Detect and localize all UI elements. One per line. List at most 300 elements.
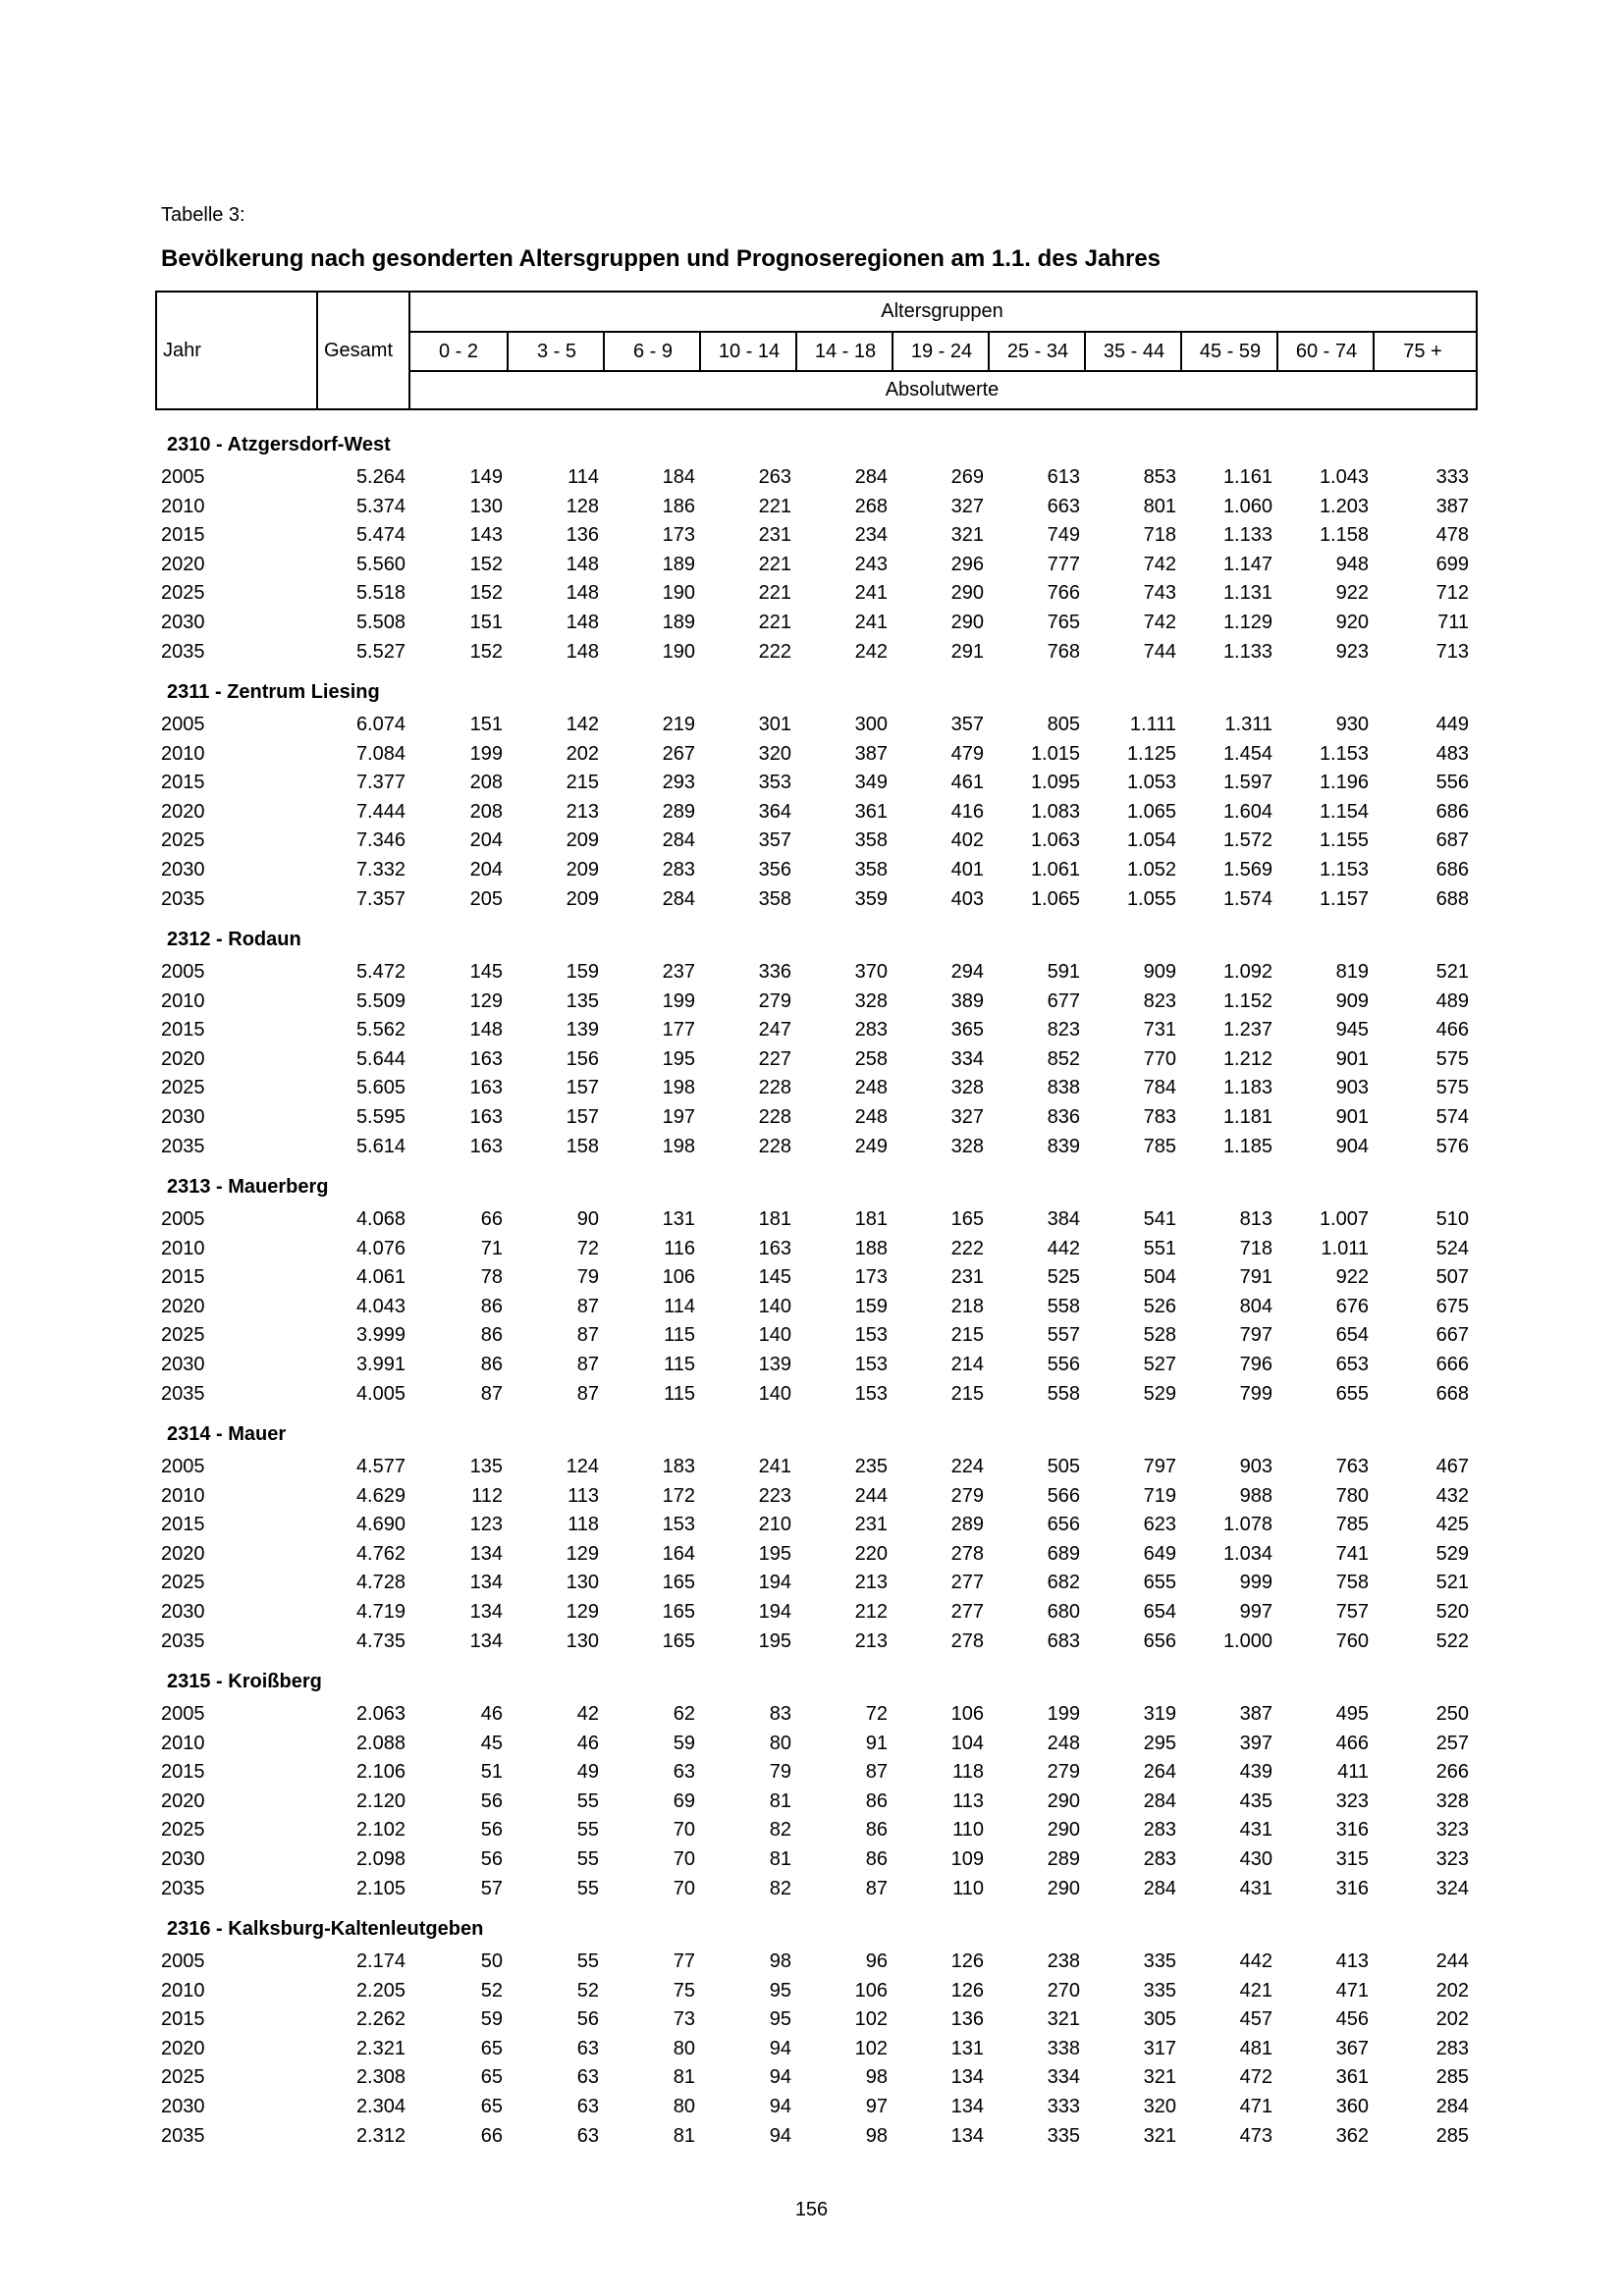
value-cell: 79: [769, 1761, 791, 1784]
value-cell: 457: [1239, 2008, 1272, 2031]
value-cell: 284: [662, 887, 695, 910]
value-cell: 90: [576, 1208, 599, 1230]
table-row: [0, 958, 1623, 988]
value-cell: 267: [662, 742, 695, 765]
value-cell: 349: [854, 772, 888, 794]
value-cell: 1.181: [1222, 1105, 1272, 1128]
value-cell: 575: [1435, 1047, 1469, 1070]
value-cell: 556: [1435, 772, 1469, 794]
value-cell: 574: [1435, 1105, 1469, 1128]
value-cell: 177: [662, 1019, 695, 1041]
value-cell: 689: [1047, 1542, 1080, 1565]
header-jahr: Jahr: [163, 340, 201, 361]
value-cell: 529: [1435, 1542, 1469, 1565]
value-cell: 129: [566, 1600, 599, 1623]
value-cell: 153: [854, 1353, 888, 1375]
header-age-group: 35 - 44: [1103, 341, 1165, 362]
value-cell: 1.052: [1126, 858, 1176, 881]
value-cell: 1.011: [1321, 1237, 1369, 1259]
region-block: [0, 1914, 1623, 2162]
value-cell: 613: [1047, 466, 1080, 488]
value-cell: 87: [576, 1382, 599, 1405]
value-cell: 333: [1047, 2095, 1080, 2117]
value-cell: 136: [950, 2008, 984, 2031]
value-cell: 655: [1335, 1382, 1369, 1405]
gesamt-cell: 6.074: [355, 714, 406, 735]
value-cell: 153: [854, 1382, 888, 1405]
value-cell: 214: [950, 1353, 984, 1375]
year-cell: 2035: [161, 887, 205, 910]
gesamt-cell: 4.068: [355, 1208, 406, 1230]
value-cell: 209: [566, 887, 599, 910]
year-cell: 2010: [161, 742, 205, 765]
value-cell: 181: [758, 1208, 791, 1230]
year-cell: 2020: [161, 1789, 205, 1812]
value-cell: 804: [1239, 1295, 1272, 1317]
value-cell: 362: [1335, 2124, 1369, 2147]
value-cell: 63: [576, 2066, 599, 2089]
value-cell: 576: [1435, 1135, 1469, 1157]
year-cell: 2035: [161, 1877, 205, 1899]
table-row: [0, 1205, 1623, 1235]
value-cell: 389: [950, 989, 984, 1012]
value-cell: 923: [1335, 640, 1369, 663]
gesamt-cell: 4.629: [355, 1484, 406, 1507]
year-cell: 2020: [161, 2037, 205, 2059]
year-cell: 2010: [161, 1979, 205, 2002]
value-cell: 71: [480, 1237, 503, 1259]
value-cell: 466: [1435, 1019, 1469, 1041]
gesamt-cell: 3.991: [355, 1353, 406, 1375]
value-cell: 667: [1435, 1324, 1469, 1347]
gesamt-cell: 7.332: [355, 858, 406, 881]
gesamt-cell: 7.444: [355, 800, 406, 823]
value-cell: 94: [769, 2124, 791, 2147]
value-cell: 159: [566, 961, 599, 983]
value-cell: 78: [480, 1266, 503, 1289]
value-cell: 358: [758, 887, 791, 910]
header-age-group: 14 - 18: [814, 341, 877, 362]
value-cell: 319: [1143, 1703, 1176, 1725]
value-cell: 173: [854, 1266, 888, 1289]
gesamt-cell: 2.308: [355, 2066, 406, 2089]
value-cell: 163: [469, 1105, 503, 1128]
value-cell: 654: [1143, 1600, 1176, 1623]
value-cell: 250: [1435, 1703, 1469, 1725]
value-cell: 413: [1335, 1950, 1369, 1972]
table-row: [0, 1453, 1623, 1482]
value-cell: 442: [1239, 1950, 1272, 1972]
value-cell: 471: [1239, 2095, 1272, 2117]
table-row: [0, 856, 1623, 885]
table-row: [0, 1293, 1623, 1322]
value-cell: 110: [952, 1877, 984, 1899]
value-cell: 112: [471, 1484, 503, 1507]
value-cell: 244: [1435, 1950, 1469, 1972]
header-age-group: 19 - 24: [910, 341, 973, 362]
value-cell: 163: [469, 1135, 503, 1157]
value-cell: 199: [662, 989, 695, 1012]
value-cell: 135: [469, 1456, 503, 1477]
value-cell: 172: [662, 1484, 695, 1507]
value-cell: 675: [1435, 1295, 1469, 1317]
value-cell: 358: [854, 858, 888, 881]
year-cell: 2030: [161, 2095, 205, 2117]
value-cell: 320: [1143, 2095, 1176, 2117]
value-cell: 719: [1143, 1484, 1176, 1507]
value-cell: 1.454: [1222, 742, 1272, 765]
value-cell: 136: [566, 524, 599, 547]
value-cell: 903: [1335, 1077, 1369, 1099]
value-cell: 336: [758, 961, 791, 983]
value-cell: 128: [566, 495, 599, 517]
value-cell: 152: [469, 553, 503, 575]
value-cell: 1.604: [1222, 800, 1272, 823]
value-cell: 1.196: [1319, 772, 1369, 794]
value-cell: 743: [1143, 582, 1176, 605]
value-cell: 551: [1143, 1237, 1176, 1259]
table-row: [0, 988, 1623, 1017]
value-cell: 284: [854, 466, 888, 488]
gesamt-cell: 2.205: [355, 1979, 406, 2002]
value-cell: 361: [1335, 2066, 1369, 2089]
value-cell: 94: [769, 2037, 791, 2059]
value-cell: 284: [1435, 2095, 1469, 2117]
value-cell: 87: [480, 1382, 503, 1405]
value-cell: 456: [1335, 2008, 1369, 2031]
value-cell: 472: [1239, 2066, 1272, 2089]
value-cell: 328: [1435, 1789, 1469, 1812]
value-cell: 241: [854, 582, 888, 605]
value-cell: 65: [480, 2037, 503, 2059]
value-cell: 115: [664, 1382, 695, 1405]
value-cell: 165: [950, 1208, 984, 1230]
value-cell: 152: [469, 582, 503, 605]
value-cell: 1.092: [1222, 961, 1272, 983]
value-cell: 218: [950, 1295, 984, 1317]
value-cell: 402: [950, 829, 984, 852]
value-cell: 73: [673, 2008, 695, 2031]
value-cell: 757: [1335, 1600, 1369, 1623]
table-row: [0, 1103, 1623, 1133]
table-row: [0, 1700, 1623, 1730]
value-cell: 96: [865, 1950, 888, 1972]
value-cell: 258: [854, 1047, 888, 1070]
value-cell: 335: [1047, 2124, 1080, 2147]
value-cell: 432: [1435, 1484, 1469, 1507]
value-cell: 279: [950, 1484, 984, 1507]
value-cell: 209: [566, 829, 599, 852]
value-cell: 204: [469, 829, 503, 852]
value-cell: 220: [854, 1542, 888, 1565]
value-cell: 791: [1239, 1266, 1272, 1289]
value-cell: 129: [469, 989, 503, 1012]
value-cell: 320: [758, 742, 791, 765]
value-cell: 82: [769, 1819, 791, 1842]
value-cell: 439: [1239, 1761, 1272, 1784]
value-cell: 328: [854, 989, 888, 1012]
value-cell: 335: [1143, 1979, 1176, 2002]
value-cell: 289: [950, 1514, 984, 1536]
gesamt-cell: 2.262: [355, 2008, 406, 2031]
value-cell: 316: [1335, 1877, 1369, 1899]
value-cell: 55: [576, 1789, 599, 1812]
value-cell: 758: [1335, 1572, 1369, 1594]
value-cell: 257: [1435, 1732, 1469, 1754]
value-cell: 70: [673, 1819, 695, 1842]
value-cell: 1.063: [1030, 829, 1080, 852]
table-body: [0, 430, 1623, 2162]
value-cell: 56: [480, 1847, 503, 1870]
value-cell: 421: [1239, 1979, 1272, 2002]
value-cell: 823: [1047, 1019, 1080, 1041]
table-row: [0, 1511, 1623, 1540]
gesamt-cell: 4.061: [355, 1266, 406, 1289]
value-cell: 529: [1143, 1382, 1176, 1405]
year-cell: 2015: [161, 772, 205, 794]
value-cell: 922: [1335, 1266, 1369, 1289]
value-cell: 930: [1335, 714, 1369, 735]
header-age-group: 10 - 14: [718, 341, 781, 362]
value-cell: 1.161: [1222, 466, 1272, 488]
value-cell: 1.152: [1222, 989, 1272, 1012]
value-cell: 467: [1435, 1456, 1469, 1477]
page-number: 156: [794, 2199, 829, 2220]
table-row: [0, 1816, 1623, 1845]
value-cell: 42: [576, 1703, 599, 1725]
value-cell: 489: [1435, 989, 1469, 1012]
value-cell: 204: [469, 858, 503, 881]
value-cell: 235: [854, 1456, 888, 1477]
value-cell: 124: [566, 1456, 599, 1477]
value-cell: 358: [854, 829, 888, 852]
region-block: [0, 677, 1623, 925]
value-cell: 321: [950, 524, 984, 547]
value-cell: 766: [1047, 582, 1080, 605]
table-row: [0, 579, 1623, 609]
table-row: [0, 1875, 1623, 1904]
value-cell: 210: [758, 1514, 791, 1536]
value-cell: 338: [1047, 2037, 1080, 2059]
value-cell: 526: [1143, 1295, 1176, 1317]
value-cell: 507: [1435, 1266, 1469, 1289]
value-cell: 198: [662, 1135, 695, 1157]
value-cell: 95: [769, 1979, 791, 2002]
value-cell: 1.147: [1222, 553, 1272, 575]
year-cell: 2005: [161, 466, 205, 488]
value-cell: 558: [1047, 1382, 1080, 1405]
value-cell: 148: [566, 611, 599, 633]
value-cell: 134: [950, 2124, 984, 2147]
table-row: [0, 1628, 1623, 1657]
value-cell: 1.054: [1126, 829, 1176, 852]
table-row: [0, 740, 1623, 770]
value-cell: 283: [1143, 1847, 1176, 1870]
header-age-group: 25 - 34: [1006, 341, 1069, 362]
value-cell: 66: [480, 1208, 503, 1230]
value-cell: 1.133: [1222, 524, 1272, 547]
value-cell: 656: [1047, 1514, 1080, 1536]
value-cell: 263: [758, 466, 791, 488]
value-cell: 686: [1435, 800, 1469, 823]
value-cell: 80: [769, 1732, 791, 1754]
gesamt-cell: 5.374: [355, 495, 406, 517]
value-cell: 284: [1143, 1789, 1176, 1812]
value-cell: 557: [1047, 1324, 1080, 1347]
value-cell: 1.034: [1222, 1542, 1272, 1565]
value-cell: 904: [1335, 1135, 1369, 1157]
value-cell: 165: [662, 1600, 695, 1623]
region-title: 2312 - Rodaun: [167, 929, 301, 950]
year-cell: 2015: [161, 1019, 205, 1041]
value-cell: 1.154: [1319, 800, 1369, 823]
value-cell: 1.053: [1126, 772, 1176, 794]
value-cell: 478: [1435, 524, 1469, 547]
value-cell: 327: [950, 495, 984, 517]
value-cell: 785: [1335, 1514, 1369, 1536]
value-cell: 231: [854, 1514, 888, 1536]
value-cell: 269: [950, 466, 984, 488]
value-cell: 278: [950, 1542, 984, 1565]
value-cell: 264: [1143, 1761, 1176, 1784]
value-cell: 283: [1435, 2037, 1469, 2059]
value-cell: 819: [1335, 961, 1369, 983]
value-cell: 291: [950, 640, 984, 663]
value-cell: 290: [1047, 1789, 1080, 1812]
value-cell: 98: [769, 1950, 791, 1972]
value-cell: 56: [480, 1789, 503, 1812]
table-row: [0, 2093, 1623, 2122]
table-row: [0, 1263, 1623, 1293]
value-cell: 106: [854, 1979, 888, 2002]
value-cell: 209: [566, 858, 599, 881]
value-cell: 742: [1143, 611, 1176, 633]
value-cell: 1.185: [1222, 1135, 1272, 1157]
value-cell: 244: [854, 1484, 888, 1507]
value-cell: 683: [1047, 1629, 1080, 1652]
value-cell: 97: [865, 2095, 888, 2117]
value-cell: 711: [1437, 611, 1469, 633]
year-cell: 2025: [161, 2066, 205, 2089]
value-cell: 357: [758, 829, 791, 852]
value-cell: 221: [758, 495, 791, 517]
value-cell: 72: [576, 1237, 599, 1259]
year-cell: 2030: [161, 611, 205, 633]
value-cell: 228: [758, 1105, 791, 1128]
value-cell: 521: [1435, 1572, 1469, 1594]
gesamt-cell: 2.102: [355, 1819, 406, 1842]
value-cell: 56: [480, 1819, 503, 1842]
value-cell: 106: [950, 1703, 984, 1725]
value-cell: 70: [673, 1847, 695, 1870]
value-cell: 148: [566, 582, 599, 605]
value-cell: 195: [758, 1629, 791, 1652]
value-cell: 713: [1435, 640, 1469, 663]
year-cell: 2005: [161, 961, 205, 983]
value-cell: 46: [576, 1732, 599, 1754]
table-row: [0, 1540, 1623, 1570]
value-cell: 1.111: [1129, 714, 1176, 735]
value-cell: 163: [469, 1047, 503, 1070]
value-cell: 134: [469, 1600, 503, 1623]
page-title: Bevölkerung nach gesonderten Altersgruppen und Prognoseregionen am 1.1. des Jahres: [161, 245, 1162, 272]
value-cell: 199: [1047, 1703, 1080, 1725]
value-cell: 315: [1335, 1847, 1369, 1870]
table-row: [0, 827, 1623, 856]
year-cell: 2005: [161, 1950, 205, 1972]
value-cell: 149: [469, 466, 503, 488]
table-row: [0, 493, 1623, 522]
value-cell: 797: [1239, 1324, 1272, 1347]
value-cell: 49: [576, 1761, 599, 1784]
year-cell: 2030: [161, 1847, 205, 1870]
value-cell: 813: [1239, 1208, 1272, 1230]
value-cell: 237: [662, 961, 695, 983]
value-cell: 324: [1435, 1877, 1469, 1899]
value-cell: 357: [950, 714, 984, 735]
value-cell: 541: [1143, 1208, 1176, 1230]
value-cell: 1.311: [1224, 714, 1272, 735]
value-cell: 190: [662, 640, 695, 663]
value-cell: 145: [758, 1266, 791, 1289]
gesamt-cell: 7.346: [355, 829, 406, 852]
value-cell: 86: [865, 1819, 888, 1842]
value-cell: 718: [1143, 524, 1176, 547]
value-cell: 838: [1047, 1077, 1080, 1099]
value-cell: 123: [469, 1514, 503, 1536]
header-absolutwerte: Absolutwerte: [885, 379, 1000, 400]
value-cell: 134: [469, 1572, 503, 1594]
gesamt-cell: 4.735: [355, 1629, 406, 1652]
value-cell: 744: [1143, 640, 1176, 663]
value-cell: 163: [469, 1077, 503, 1099]
value-cell: 799: [1239, 1382, 1272, 1405]
value-cell: 189: [662, 611, 695, 633]
table-row: [0, 711, 1623, 740]
value-cell: 86: [480, 1295, 503, 1317]
value-cell: 228: [758, 1135, 791, 1157]
gesamt-cell: 3.999: [355, 1324, 406, 1347]
value-cell: 334: [1047, 2066, 1080, 2089]
value-cell: 430: [1239, 1847, 1272, 1870]
value-cell: 284: [1143, 1877, 1176, 1899]
value-cell: 114: [568, 466, 599, 488]
value-cell: 157: [566, 1105, 599, 1128]
value-cell: 126: [950, 1979, 984, 2002]
value-cell: 1.060: [1222, 495, 1272, 517]
value-cell: 483: [1435, 742, 1469, 765]
value-cell: 50: [480, 1950, 503, 1972]
value-cell: 1.043: [1319, 466, 1369, 488]
year-cell: 2030: [161, 1600, 205, 1623]
value-cell: 290: [950, 611, 984, 633]
value-cell: 909: [1143, 961, 1176, 983]
value-cell: 59: [480, 2008, 503, 2031]
value-cell: 504: [1143, 1266, 1176, 1289]
value-cell: 114: [664, 1295, 695, 1317]
value-cell: 656: [1143, 1629, 1176, 1652]
value-cell: 130: [469, 495, 503, 517]
value-cell: 266: [1435, 1761, 1469, 1784]
value-cell: 81: [769, 1847, 791, 1870]
value-cell: 449: [1435, 714, 1469, 735]
value-cell: 143: [469, 524, 503, 547]
value-cell: 69: [673, 1789, 695, 1812]
value-cell: 283: [854, 1019, 888, 1041]
year-cell: 2020: [161, 553, 205, 575]
value-cell: 666: [1435, 1353, 1469, 1375]
value-cell: 158: [566, 1135, 599, 1157]
